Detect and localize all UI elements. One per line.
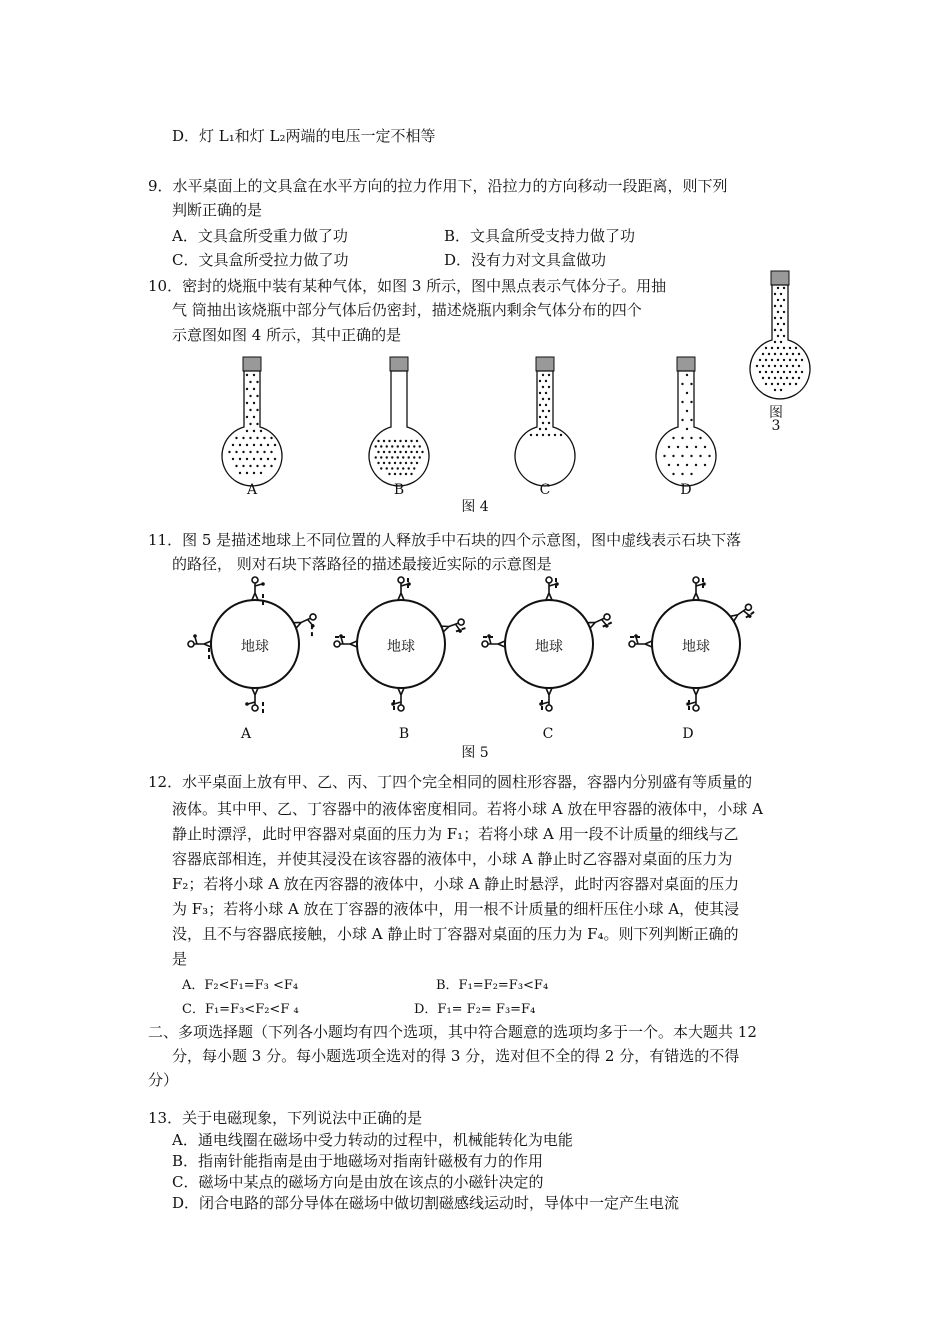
gas-molecule — [239, 458, 241, 460]
gas-molecule — [242, 437, 244, 439]
gas-molecule — [232, 444, 234, 446]
gas-molecule — [253, 402, 255, 404]
q12-line3: 静止时漂浮，此时甲容器对桌面的压力为 F₁；若将小球 A 用一段不计质量的细线与乙 — [172, 825, 739, 843]
gas-molecule — [783, 335, 785, 337]
gas-molecule — [380, 456, 382, 458]
section2-line3: 分） — [148, 1071, 179, 1089]
gas-molecule — [539, 428, 541, 430]
gas-molecule — [249, 381, 251, 383]
gas-molecule — [256, 437, 258, 439]
gas-molecule — [774, 389, 776, 391]
gas-molecule — [386, 467, 388, 469]
gas-molecule — [260, 472, 262, 474]
gas-molecule — [270, 465, 272, 467]
gas-molecule — [235, 437, 237, 439]
gas-molecule — [771, 347, 773, 349]
gas-molecule — [780, 341, 782, 343]
gas-molecule — [780, 353, 782, 355]
gas-molecule — [410, 462, 412, 464]
gas-molecule — [548, 398, 550, 400]
gas-molecule — [777, 335, 779, 337]
gas-molecule — [405, 473, 407, 475]
gas-molecule — [765, 383, 767, 385]
gas-molecule — [246, 458, 248, 460]
gas-molecule — [768, 377, 770, 379]
figure4-label-d: D — [680, 482, 692, 498]
gas-molecule — [539, 404, 541, 406]
gas-molecule — [777, 347, 779, 349]
gas-molecule — [545, 428, 547, 430]
gas-molecule — [545, 392, 547, 394]
gas-molecule — [377, 462, 379, 464]
q12-line6: 为 F₃；若将小球 A 放在丁容器的液体中，用一根不计质量的细杆压住小球 A，使其浸 — [172, 900, 740, 918]
gas-molecule — [249, 451, 251, 453]
gas-molecule — [408, 467, 410, 469]
gas-molecule — [394, 440, 396, 442]
gas-molecule — [246, 444, 248, 446]
figure5-label-d: D — [682, 726, 694, 742]
gas-molecule — [681, 383, 683, 385]
q12-option-b: B．F₁=F₂=F₃<F₄ — [436, 978, 549, 993]
gas-molecule — [263, 451, 265, 453]
gas-molecule — [397, 456, 399, 458]
gas-molecule — [542, 422, 544, 424]
gas-molecule — [263, 465, 265, 467]
gas-molecule — [780, 329, 782, 331]
gas-molecule — [774, 329, 776, 331]
gas-molecule — [699, 455, 701, 457]
gas-molecule — [386, 445, 388, 447]
gas-molecule — [239, 472, 241, 474]
gas-molecule — [756, 365, 758, 367]
gas-molecule — [530, 434, 532, 436]
gas-molecule — [771, 371, 773, 373]
figure5-label-a: A — [240, 726, 252, 742]
gas-molecule — [704, 446, 706, 448]
gas-molecule — [397, 467, 399, 469]
q9-option-b: B．文具盒所受支持力做了功 — [444, 227, 636, 245]
gas-molecule — [408, 445, 410, 447]
gas-molecule — [774, 377, 776, 379]
gas-molecule — [253, 458, 255, 460]
gas-molecule — [380, 467, 382, 469]
gas-molecule — [762, 377, 764, 379]
gas-molecule — [681, 473, 683, 475]
gas-molecule — [780, 365, 782, 367]
gas-molecule — [681, 419, 683, 421]
gas-molecule — [672, 455, 674, 457]
figure5-label-b: B — [398, 726, 410, 742]
gas-molecule — [402, 456, 404, 458]
gas-molecule — [672, 473, 674, 475]
gas-molecule — [539, 392, 541, 394]
gas-molecule — [391, 467, 393, 469]
gas-molecule — [246, 430, 248, 432]
gas-molecule — [375, 445, 377, 447]
q13-option-d: D．闭合电路的部分导体在磁场中做切割磁感线运动时，导体中一定产生电流 — [172, 1194, 680, 1212]
gas-molecule — [783, 287, 785, 289]
gas-molecule — [256, 395, 258, 397]
gas-molecule — [253, 430, 255, 432]
gas-molecule — [777, 299, 779, 301]
gas-molecule — [399, 473, 401, 475]
gas-molecule — [235, 465, 237, 467]
gas-molecule — [260, 430, 262, 432]
gas-molecule — [246, 388, 248, 390]
gas-molecule — [792, 365, 794, 367]
gas-molecule — [545, 380, 547, 382]
gas-molecule — [253, 388, 255, 390]
gas-molecule — [548, 374, 550, 376]
gas-molecule — [777, 383, 779, 385]
gas-molecule — [542, 374, 544, 376]
gas-molecule — [416, 462, 418, 464]
gas-molecule — [783, 371, 785, 373]
gas-molecule — [388, 473, 390, 475]
gas-molecule — [783, 311, 785, 313]
gas-molecule — [795, 347, 797, 349]
gas-molecule — [762, 353, 764, 355]
q12-line5: F₂；若将小球 A 放在丙容器的液体中，小球 A 静止时悬浮，此时丙容器对桌面的压力 — [172, 875, 740, 893]
gas-molecule — [786, 365, 788, 367]
gas-molecule — [548, 422, 550, 424]
gas-molecule — [386, 456, 388, 458]
q11-stem-line1: 11．图 5 是描述地球上不同位置的人释放手中石块的四个示意图，图中虚线表示石块下落 — [148, 531, 742, 549]
standing-person — [188, 634, 211, 647]
gas-molecule — [242, 465, 244, 467]
q12-line1: 12．水平桌面上放有甲、乙、丙、丁四个完全相同的圆柱形容器，容器内分别盛有等质量的 — [148, 773, 753, 791]
standing-person — [245, 688, 258, 711]
gas-molecule — [789, 347, 791, 349]
gas-molecule — [783, 299, 785, 301]
gas-molecule — [267, 458, 269, 460]
gas-molecule — [402, 467, 404, 469]
gas-molecule — [548, 434, 550, 436]
gas-molecule — [780, 305, 782, 307]
gas-molecule — [789, 359, 791, 361]
gas-molecule — [246, 402, 248, 404]
q13-option-b: B．指南针能指南是由于地磁场对指南针磁极有力的作用 — [172, 1152, 544, 1170]
gas-molecule — [780, 293, 782, 295]
gas-molecule — [681, 455, 683, 457]
q12-line8: 是 — [172, 950, 188, 968]
gas-molecule — [249, 423, 251, 425]
gas-molecule — [681, 401, 683, 403]
gas-molecule — [774, 341, 776, 343]
q13-option-a: A．通电线圈在磁场中受力转动的过程中，机械能转化为电能 — [172, 1131, 573, 1149]
gas-molecule — [399, 440, 401, 442]
gas-molecule — [383, 451, 385, 453]
q9-option-a: A．文具盒所受重力做了功 — [172, 227, 348, 245]
gas-molecule — [780, 317, 782, 319]
gas-molecule — [690, 455, 692, 457]
q12-line2: 液体。其中甲、乙、丁容器中的液体密度相同。若将小球 A 放在甲容器的液体中，小球 A — [172, 800, 763, 818]
figure3-label-2: 3 — [771, 418, 781, 434]
gas-molecule — [668, 446, 670, 448]
figure4-label-b: B — [393, 482, 405, 498]
gas-molecule — [765, 347, 767, 349]
gas-molecule — [686, 374, 688, 376]
gas-molecule — [399, 451, 401, 453]
gas-molecule — [539, 416, 541, 418]
figure5-caption: 图 5 — [461, 745, 489, 761]
gas-molecule — [274, 444, 276, 446]
gas-molecule — [708, 455, 710, 457]
gas-molecule — [413, 445, 415, 447]
figure4-label-a: A — [246, 482, 258, 498]
q13-stem: 13．关于电磁现象，下列说法中正确的是 — [148, 1109, 423, 1127]
gas-molecule — [416, 440, 418, 442]
gas-molecule — [765, 371, 767, 373]
gas-molecule — [394, 451, 396, 453]
gas-molecule — [798, 353, 800, 355]
gas-molecule — [253, 472, 255, 474]
earth-label-d: 地球 — [682, 639, 710, 655]
gas-molecule — [663, 455, 665, 457]
gas-molecule — [798, 377, 800, 379]
gas-molecule — [391, 456, 393, 458]
gas-molecule — [545, 416, 547, 418]
gas-molecule — [690, 437, 692, 439]
gas-molecule — [777, 311, 779, 313]
gas-molecule — [668, 464, 670, 466]
figure4-flask-d — [651, 355, 721, 485]
gas-molecule — [416, 451, 418, 453]
gas-molecule — [786, 353, 788, 355]
gas-molecule — [759, 359, 761, 361]
gas-molecule — [554, 434, 556, 436]
gas-molecule — [388, 462, 390, 464]
gas-molecule — [274, 458, 276, 460]
gas-molecule — [768, 353, 770, 355]
gas-molecule — [768, 365, 770, 367]
gas-molecule — [686, 464, 688, 466]
figure4-flask-c — [510, 355, 580, 485]
gas-molecule — [419, 445, 421, 447]
gas-molecule — [690, 419, 692, 421]
gas-molecule — [695, 446, 697, 448]
gas-molecule — [765, 359, 767, 361]
gas-molecule — [777, 323, 779, 325]
gas-molecule — [413, 456, 415, 458]
gas-molecule — [690, 383, 692, 385]
q9-option-d: D．没有力对文具盒做功 — [444, 251, 607, 269]
gas-molecule — [774, 293, 776, 295]
q9-stem-line1: 9．水平桌面上的文具盒在水平方向的拉力作用下，沿拉力的方向移动一段距离，则下列 — [148, 177, 728, 195]
gas-molecule — [536, 434, 538, 436]
gas-molecule — [801, 359, 803, 361]
gas-molecule — [256, 465, 258, 467]
gas-molecule — [232, 458, 234, 460]
gas-molecule — [677, 464, 679, 466]
gas-molecule — [394, 462, 396, 464]
earth-label-b: 地球 — [387, 639, 415, 655]
gas-molecule — [539, 380, 541, 382]
gas-molecule — [771, 383, 773, 385]
gas-molecule — [260, 444, 262, 446]
gas-molecule — [789, 371, 791, 373]
gas-molecule — [777, 287, 779, 289]
q10-stem-line3: 示意图如图 4 所示，其中正确的是 — [172, 326, 402, 344]
q12-line7: 没，且不与容器底接触，小球 A 静止时丁容器对桌面的压力为 F₄。则下列判断正确的 — [172, 925, 739, 943]
section2-line1: 二、多项选择题（下列各小题均有四个选项，其中符合题意的选项均多于一个。本大题共 12 — [148, 1023, 757, 1041]
gas-molecule — [239, 444, 241, 446]
gas-molecule — [792, 353, 794, 355]
gas-molecule — [405, 462, 407, 464]
gas-molecule — [774, 353, 776, 355]
gas-molecule — [548, 410, 550, 412]
gas-molecule — [380, 445, 382, 447]
gas-molecule — [410, 473, 412, 475]
gas-molecule — [677, 446, 679, 448]
q12-option-a: A．F₂<F₁=F₃ <F₄ — [182, 978, 299, 993]
gas-molecule — [246, 472, 248, 474]
gas-molecule — [795, 383, 797, 385]
gas-molecule — [410, 440, 412, 442]
gas-molecule — [681, 437, 683, 439]
gas-molecule — [798, 365, 800, 367]
figure3-label-1: 图 — [769, 405, 783, 421]
gas-molecule — [391, 445, 393, 447]
gas-molecule — [801, 371, 803, 373]
gas-molecule — [383, 440, 385, 442]
figure5-label-c: C — [542, 726, 554, 742]
q9-option-c: C．文具盒所受拉力做了功 — [172, 251, 349, 269]
gas-molecule — [774, 365, 776, 367]
gas-molecule — [421, 451, 423, 453]
figure3-flask — [745, 268, 815, 398]
gas-molecule — [253, 444, 255, 446]
gas-molecule — [256, 409, 258, 411]
gas-molecule — [256, 381, 258, 383]
gas-molecule — [249, 437, 251, 439]
figure4-caption: 图 4 — [461, 499, 489, 515]
gas-molecule — [774, 305, 776, 307]
q8-option-d: D．灯 L₁和灯 L₂两端的电压一定不相等 — [172, 127, 436, 145]
q10-stem-line2: 气 筒抽出该烧瓶中部分气体后仍密封，描述烧瓶内剩余气体分布的四个 — [172, 301, 642, 319]
gas-molecule — [686, 410, 688, 412]
gas-molecule — [783, 359, 785, 361]
gas-molecule — [397, 445, 399, 447]
gas-molecule — [377, 451, 379, 453]
gas-molecule — [672, 437, 674, 439]
gas-molecule — [267, 444, 269, 446]
gas-molecule — [388, 440, 390, 442]
q10-stem-line1: 10．密封的烧瓶中装有某种气体，如图 3 所示，图中黑点表示气体分子。用抽 — [148, 277, 667, 295]
gas-molecule — [249, 409, 251, 411]
gas-molecule — [408, 456, 410, 458]
gas-molecule — [253, 374, 255, 376]
gas-molecule — [375, 456, 377, 458]
gas-molecule — [686, 392, 688, 394]
gas-molecule — [686, 446, 688, 448]
gas-molecule — [405, 440, 407, 442]
gas-molecule — [795, 359, 797, 361]
gas-molecule — [410, 451, 412, 453]
gas-molecule — [783, 383, 785, 385]
gas-molecule — [260, 458, 262, 460]
gas-molecule — [399, 462, 401, 464]
gas-molecule — [783, 347, 785, 349]
gas-molecule — [263, 437, 265, 439]
figure4-label-c: C — [539, 482, 551, 498]
q9-stem-line2: 判断正确的是 — [172, 201, 263, 219]
gas-molecule — [253, 416, 255, 418]
gas-molecule — [270, 437, 272, 439]
gas-molecule — [560, 434, 562, 436]
gas-molecule — [249, 465, 251, 467]
gas-molecule — [413, 467, 415, 469]
q12-option-c: C．F₁=F₃<F₂<F ₄ — [182, 1002, 299, 1017]
earth-label-c: 地球 — [535, 639, 563, 655]
gas-molecule — [542, 434, 544, 436]
gas-molecule — [377, 440, 379, 442]
gas-molecule — [690, 473, 692, 475]
gas-molecule — [388, 451, 390, 453]
section2-line2: 分，每小题 3 分。每小题选项全选对的得 3 分，选对但不全的得 2 分，有错选的不得 — [172, 1047, 740, 1065]
gas-molecule — [270, 451, 272, 453]
gas-molecule — [699, 437, 701, 439]
gas-molecule — [690, 401, 692, 403]
gas-molecule — [786, 377, 788, 379]
gas-molecule — [792, 377, 794, 379]
gas-molecule — [235, 451, 237, 453]
q12-line4: 容器底部相连，并使其浸没在该容器的液体中，小球 A 静止时乙容器对桌面的压力为 — [172, 850, 733, 868]
gas-molecule — [548, 386, 550, 388]
q11-stem-line2: 的路径， 则对石块下落路径的描述最接近实际的示意图是 — [172, 555, 552, 573]
gas-molecule — [795, 371, 797, 373]
gas-molecule — [771, 359, 773, 361]
gas-molecule — [704, 464, 706, 466]
figure4-flask-a — [217, 355, 287, 485]
gas-molecule — [695, 464, 697, 466]
gas-molecule — [405, 451, 407, 453]
gas-molecule — [759, 371, 761, 373]
gas-molecule — [542, 410, 544, 412]
gas-molecule — [777, 359, 779, 361]
q13-option-c: C．磁场中某点的磁场方向是由放在该点的小磁针决定的 — [172, 1173, 544, 1191]
gas-molecule — [686, 428, 688, 430]
gas-molecule — [402, 445, 404, 447]
gas-molecule — [383, 462, 385, 464]
gas-molecule — [246, 374, 248, 376]
gas-molecule — [777, 371, 779, 373]
gas-molecule — [246, 416, 248, 418]
gas-molecule — [542, 398, 544, 400]
gas-molecule — [228, 451, 230, 453]
figure4-flask-b — [364, 355, 434, 485]
gas-molecule — [789, 383, 791, 385]
gas-molecule — [256, 451, 258, 453]
gas-molecule — [545, 404, 547, 406]
earth-label-a: 地球 — [241, 639, 269, 655]
gas-molecule — [242, 451, 244, 453]
gas-molecule — [256, 423, 258, 425]
gas-molecule — [774, 317, 776, 319]
gas-molecule — [419, 456, 421, 458]
gas-molecule — [249, 395, 251, 397]
gas-molecule — [394, 473, 396, 475]
gas-molecule — [783, 323, 785, 325]
q12-option-d: D．F₁= F₂= F₃=F₄ — [414, 1002, 536, 1017]
gas-molecule — [780, 389, 782, 391]
gas-molecule — [542, 386, 544, 388]
gas-molecule — [762, 365, 764, 367]
gas-molecule — [780, 377, 782, 379]
